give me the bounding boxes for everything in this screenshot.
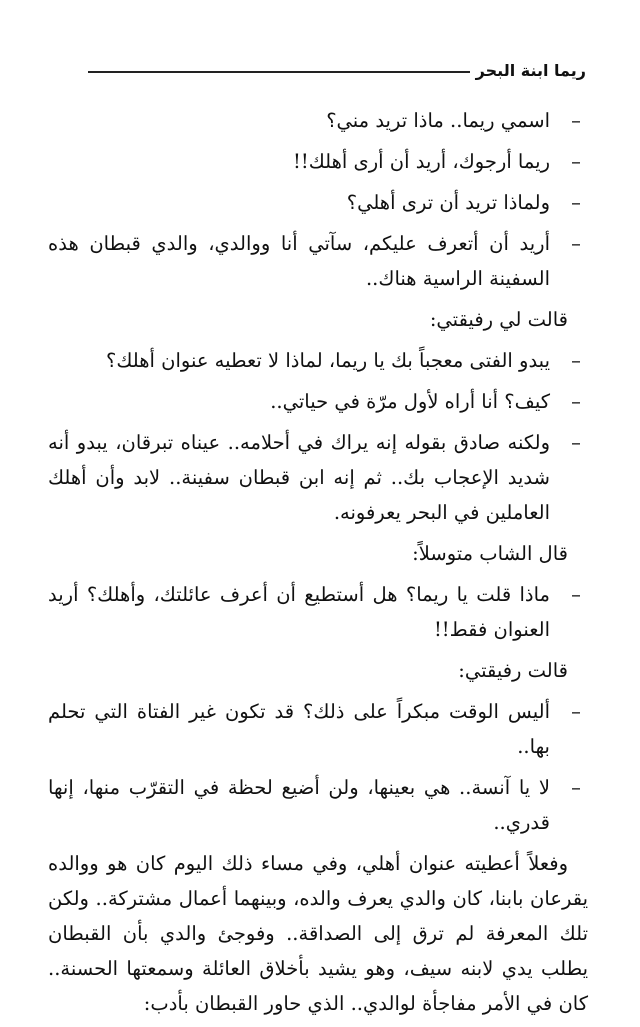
dialogue-line: [48, 226, 588, 296]
dialogue-line: [48, 144, 588, 179]
dialogue-dash: –: [571, 431, 581, 454]
speaker-intro: قالت رفيقتي:: [458, 659, 568, 682]
dialogue-text: يبدو الفتى معجباً بك يا ريما، لماذا لا تعطيه عنوان أهلك؟: [106, 349, 550, 372]
dialogue-dash: –: [571, 232, 581, 255]
running-header: [88, 58, 586, 84]
dialogue-text: ريما أرجوك، أريد أن أرى أهلك!!: [293, 150, 550, 173]
speaker-intro: قال الشاب متوسلاً:: [412, 542, 568, 565]
speaker-intro: قالت لي رفيقتي:: [429, 308, 568, 331]
dialogue-text: اسمي ريما.. ماذا تريد مني؟: [326, 109, 550, 132]
dialogue-text: لا يا آنسة.. هي بعينها، ولن أضيع لحظة في التقرّب منها، إنها قدري..: [48, 776, 550, 834]
page-body: [48, 103, 588, 1027]
dialogue-text: ولماذا تريد أن ترى أهلي؟: [346, 191, 550, 214]
dialogue-text: ماذا قلت يا ريما؟ هل أستطيع أن أعرف عائلتك، وأهلك؟ أريد العنوان فقط!!: [48, 583, 550, 641]
dialogue-dash: –: [571, 150, 581, 173]
dialogue-line: [48, 694, 588, 764]
dialogue-line: [48, 384, 588, 419]
dialogue-line: [48, 425, 588, 530]
dialogue-text: أليس الوقت مبكراً على ذلك؟ قد تكون غير الفتاة التي تحلم بها..: [48, 700, 550, 758]
book-title: ريما ابنة البحر: [475, 61, 586, 80]
dialogue-text: كيف؟ أنا أراه لأول مرّة في حياتي..: [270, 390, 550, 413]
dialogue-dash: –: [571, 700, 581, 723]
dialogue-text: ولكنه صادق بقوله إنه يراك في أحلامه.. عيناه تبرقان، يبدو أنه شديد الإعجاب بك.. ثم إنه ابن قبطان سفينة.. لابد وأن أهلك العاملين في البحر يعرفونه.: [48, 431, 550, 524]
dialogue-dash: –: [571, 109, 581, 132]
header-rule: [88, 71, 470, 73]
dialogue-dash: –: [571, 583, 581, 606]
dialogue-dash: –: [571, 390, 581, 413]
dialogue-line: [48, 577, 588, 647]
dialogue-line: [48, 185, 588, 220]
dialogue-text: أريد أن أتعرف عليكم، سآتي أنا ووالدي، والدي قبطان هذه السفينة الراسية هناك..: [48, 232, 550, 290]
dialogue-dash: –: [571, 776, 581, 799]
dialogue-line: [48, 343, 588, 378]
narration-paragraph: وفعلاً أعطيته عنوان أهلي، وفي مساء ذلك اليوم كان هو ووالده يقرعان بابنا، كان والدي يعرف والده، وبينهما أعمال مشتركة.. ولكن تلك المعرفة لم ترق إلى الصداقة.. وفوجئ والدي بأن القبطان يطلب يدي لابنه سيف، وهو يشيد بأخلاق العائلة وسمعتها الحسنة.. كان في الأمر مفاجأة لوالدي.. الذي حاور القبطان بأدب:: [48, 852, 588, 1015]
dialogue-line: [48, 103, 588, 138]
dialogue-dash: –: [571, 191, 581, 214]
dialogue-dash: –: [571, 349, 581, 372]
dialogue-line: [48, 770, 588, 840]
